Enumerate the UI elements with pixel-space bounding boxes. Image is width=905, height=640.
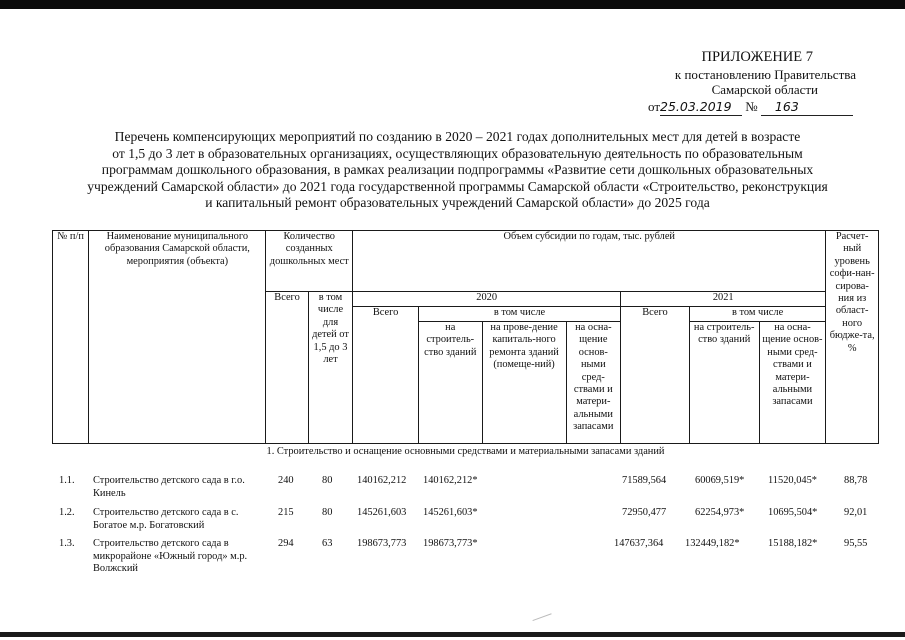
row-level: 88,78 xyxy=(844,475,868,486)
header-equipment-2021: на осна-щение основ-ными сред-ствами и матери-альными запасами xyxy=(759,322,826,444)
annex-date-line xyxy=(648,99,853,116)
header-repair-2020: на прове-дение капиталь-ного ремонта зданий (помеще-ний) xyxy=(482,322,566,444)
row-total-2021: 72950,477 xyxy=(622,507,667,518)
header-level: Расчет-ный уровень софи-нан-сирова-ния из област-ного бюдже-та, % xyxy=(826,231,879,444)
heading-line: от 1,5 до 3 лет в образовательных организациях, осуществляющих образовательную деятельность по образовательным xyxy=(112,145,803,161)
header-places-total: Всего xyxy=(266,292,308,444)
row-name: Строительство детского сада в микрорайоне «Южный город» м.р. Волжский xyxy=(93,538,248,574)
row-places-kids: 80 xyxy=(322,475,333,486)
row-places-total: 294 xyxy=(278,538,294,549)
row-places-total: 240 xyxy=(278,475,294,486)
header-year-2020: 2020 xyxy=(353,292,621,307)
row-equipment-2021: 11520,045* xyxy=(768,475,817,486)
header-subsidy: Объем субсидии по годам, тыс. рублей xyxy=(353,231,826,292)
row-places-kids: 80 xyxy=(322,507,333,518)
header-equipment-2020: на осна-щение основ-ными сред-ствами и матери-альными запасами xyxy=(566,322,621,444)
row-equipment-2021: 15188,182* xyxy=(768,538,818,549)
section-title: 1. Строительство и оснащение основными средствами и материальными запасами зданий xyxy=(266,446,665,457)
row-total-2021: 71589,564 xyxy=(622,475,667,486)
row-num: 1.1. xyxy=(59,475,75,486)
header-construction-2021: на строитель-ство зданий xyxy=(689,322,759,444)
row-num: 1.2. xyxy=(59,507,75,518)
row-total-2020: 198673,773 xyxy=(357,538,407,549)
header-year-2021: 2021 xyxy=(621,292,826,307)
annex-line-region: Самарской области xyxy=(711,82,818,97)
row-name: Строительство детского сада в с. Богатое м.р. Богатовский xyxy=(93,507,239,531)
header-total-2020: Всего xyxy=(353,307,419,444)
scan-mark xyxy=(528,602,551,621)
row-construction-2020: 145261,603* xyxy=(423,507,478,518)
row-level: 95,55 xyxy=(844,538,868,549)
row-places-kids: 63 xyxy=(322,538,333,549)
row-level: 92,01 xyxy=(844,507,868,518)
heading-line: учреждений Самарской области» до 2021 года государственной программы Самарской области «Строительство, реконструкция xyxy=(87,178,828,194)
row-equipment-2021: 10695,504* xyxy=(768,507,818,518)
header-name: Наименование муниципального образования Самарской области, мероприятия (объекта) xyxy=(89,231,266,444)
number-prefix: № xyxy=(745,99,758,114)
row-construction-2021: 62254,973* xyxy=(695,507,745,518)
row-total-2020: 140162,212 xyxy=(357,475,407,486)
row-construction-2021: 132449,182* xyxy=(685,538,740,549)
header-places-kids: в том числе для детей от 1,5 до 3 лет xyxy=(308,292,352,444)
row-name: Строительство детского сада в г.о. Кинель xyxy=(93,475,245,499)
heading-line: программам дошкольного образования, в рамках реализации подпрограммы «Развитие сети дошкольных образовательных xyxy=(101,162,814,177)
row-num: 1.3. xyxy=(59,538,75,549)
header-including-2020: в том числе xyxy=(418,307,620,322)
header-total-2021: Всего xyxy=(621,307,690,444)
row-construction-2020: 198673,773* xyxy=(423,538,478,549)
heading-line: Перечень компенсирующих мероприятий по созданию в 2020 – 2021 годах дополнительных мест для детей в возрасте xyxy=(114,129,801,144)
header-including-2021: в том числе xyxy=(689,307,826,322)
annex-title: ПРИЛОЖЕНИЕ 7 xyxy=(701,49,813,65)
row-construction-2020: 140162,212* xyxy=(423,475,478,486)
scan-bottom-border xyxy=(0,632,905,637)
scan-top-border xyxy=(0,0,905,9)
row-construction-2021: 60069,519* xyxy=(695,475,745,486)
header-construction-2020: на строитель-ство зданий xyxy=(418,322,482,444)
document-heading xyxy=(40,129,875,212)
handwritten-number: 163 xyxy=(761,99,853,116)
header-places: Количество созданных дошкольных мест xyxy=(266,231,353,292)
annex-line-resolution: к постановлению Правительства xyxy=(674,67,856,82)
heading-line: и капитальный ремонт образовательных учреждений Самарской области» до 2025 года xyxy=(205,195,710,210)
row-total-2021: 147637,364 xyxy=(614,538,664,549)
date-prefix: от xyxy=(648,99,661,114)
handwritten-date: 25.03.2019 xyxy=(660,99,742,116)
row-places-total: 215 xyxy=(278,507,294,518)
table-row xyxy=(52,538,879,578)
subsidy-table-header xyxy=(52,230,879,444)
header-num: № п/п xyxy=(53,231,89,444)
row-total-2020: 145261,603 xyxy=(357,507,407,518)
